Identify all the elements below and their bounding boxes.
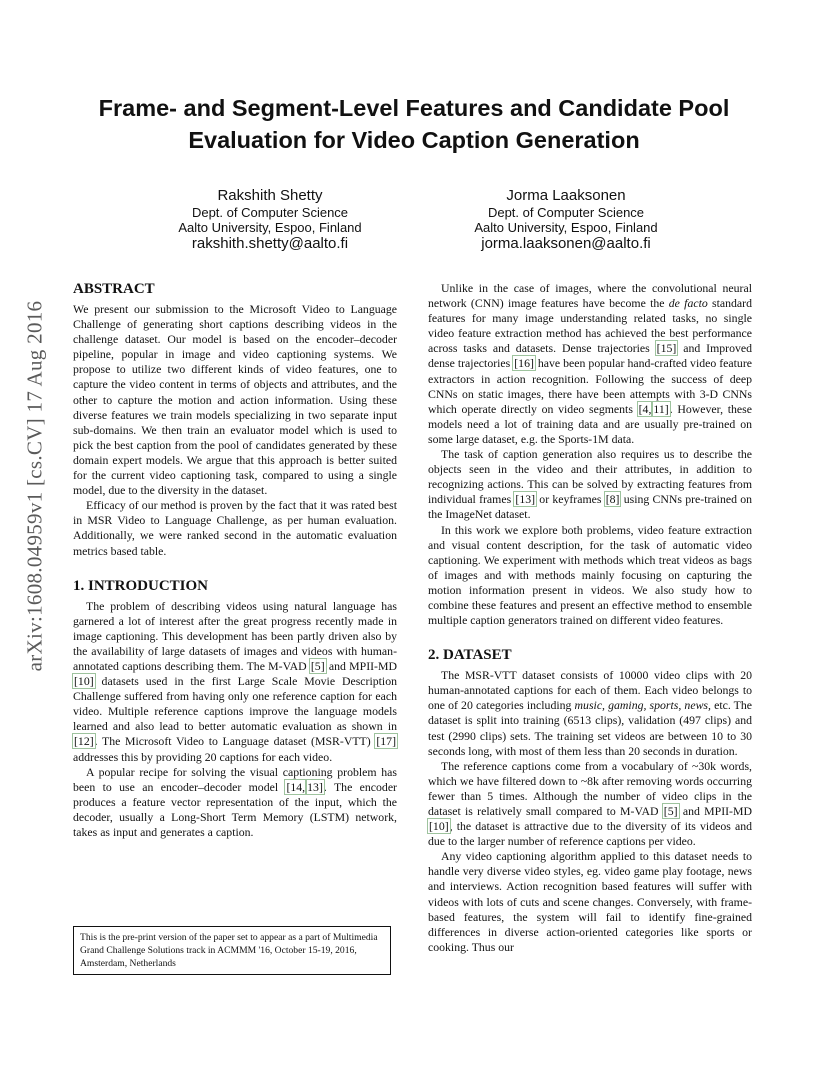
citation-link[interactable]: [17] [376, 734, 396, 749]
intro-paragraph: A popular recipe for solving the visual captioning problem has been to use an encoder–decoder model [14, 13]. The encoder produces a feature vector representation of the input, which the decoder, usually a Long-Short Term Memory (LSTM) network, takes as input and generates a caption. [73, 764, 397, 839]
citation-link[interactable]: [4, [638, 401, 652, 416]
author-email[interactable]: rakshith.shetty@aalto.fi [191, 235, 349, 252]
dataset-heading: 2. DATASET [428, 647, 512, 664]
body-paragraph: Unlike in the case of images, where the convolutional neural network (CNN) image features have become the de facto standard features for many image understanding related tasks, no single video feature extraction method has achieved the best performance across tasks and datasets. Dense trajectories [15] and Improved dense trajectories [16] have been popular hand-crafted video feature extractors in action recognition. Following the success of deep CNNs on static images, there have been attempts with 3-D CNNs which operate directly on video segments [4, 11]. However, these models need a lot of training data and are usually pre-trained on some large dataset, e.g. the Sports-1M data. [428, 281, 752, 446]
author-block-1 [160, 186, 380, 253]
body-paragraph: In this work we explore both problems, video feature extraction and visual content description, for the task of automatic video captioning. We experiment with methods which treat videos as bags of images and with methods mainly focusing on capturing the motion information present in videos. We also study how to combine these features and present an effective method to ensemble multiple caption generators trained on different video features. [428, 522, 752, 628]
citation-link[interactable]: [15] [656, 341, 677, 356]
author-block-2 [456, 186, 676, 253]
title-line-1: Frame- and Segment-Level Features and Candidate Pool [98, 95, 730, 121]
dataset-paragraph: The reference captions come from a vocabulary of ~30k words, which we have filtered down to ~8k after removing words occurring fewer than 5 times. Although the number of video clips in the dataset is relatively small compared to M-VAD [5] and MPII-MD [10], the dataset is attractive due to the diversity of its videos and due to the larger number of reference captions per video. [428, 758, 752, 849]
author-name: Rakshith Shetty [217, 187, 323, 204]
citation-link[interactable]: [10] [429, 819, 449, 834]
citation-link[interactable]: [10] [74, 674, 94, 689]
author-dept: Dept. of Computer Science [191, 205, 349, 220]
preprint-footnote: This is the pre-print version of the paper set to appear as a part of Multimedia Grand Challenge Solutions track in ACMMM '16, October 15-19, 2016, Amsterdam, Netherlands [73, 926, 391, 975]
dataset-paragraph: The MSR-VTT dataset consists of 10000 video clips with 20 human-annotated captions for each of them. Each video belongs to one of 20 categories including music, gaming, sports, news, etc. The dataset is split into training (6513 clips), validation (497 clips) and test (2990 clips) sets. The training set videos are between 10 to 30 seconds long, with most of them less than 20 seconds in duration. [428, 668, 753, 758]
citation-link[interactable]: [12] [74, 734, 94, 749]
arxiv-stamp: arXiv:1608.04959v1 [cs.CV] 17 Aug 2016 [22, 300, 47, 672]
body-paragraph: The task of caption generation also requires us to describe the objects seen in the video and their attributes, in addition to recognizing actions. This can be solved by extracting features from individual frames [13] or keyframes [8] using CNNs pre-trained on the ImageNet dataset. [428, 447, 753, 522]
author-affiliation: Aalto University, Espoo, Finland [474, 220, 658, 235]
citation-link[interactable]: [14, [286, 779, 306, 794]
citation-link[interactable]: [13] [515, 492, 536, 507]
citation-link[interactable]: [16] [514, 356, 534, 371]
paper-title [0, 92, 828, 156]
author-name: Jorma Laaksonen [506, 187, 626, 204]
abstract-paragraph: We present our submission to the Microsoft Video to Language Challenge of generating short captions describing videos in the challenge dataset. Our model is based on the encoder–decoder pipeline, popular in image and video captioning systems. We propose to utilize two different kinds of video features, one to capture the video content in terms of objects and attributes, and the other to capture the motion and action information. Using these diverse features we train models specializing in two separate input sub-domains. We then train an evaluator model which is used to pick the best caption from the pool of candidates generated by these domain expert models. We argue that this approach is better suited for the current video captioning task, compared to using a single model, due to the diversity in the dataset. [73, 302, 397, 498]
left-column [73, 280, 397, 840]
intro-paragraph: The problem of describing videos using natural language has garnered a lot of interest after the great progress recently made in image captioning. This development has been partly driven also by the availability of large datasets of images and videos with human-annotated captions describing them. The M-VAD [5] and MPII-MD [10] datasets used in the first Large Scale Movie Description Challenge suffered from having only one reference caption for each video. Multiple reference captions improve the language models learned and also lead to better automatic evaluation as shown in [12]. The Microsoft Video to Language dataset (MSR-VTT) [17] addresses this by providing 20 captions for each video. [73, 598, 397, 764]
dataset-paragraph: Any video captioning algorithm applied to this dataset needs to handle very diverse video styles, eg. video game play footage, news and interviews. Action recognition based features will suffer with videos with lots of cuts and scene changes. Conversely, with frame-based features, the system will fail to identify fine-grained differences in diverse action-oriented categories like sports or cooking. Thus our [428, 849, 752, 954]
author-email[interactable]: jorma.laaksonen@aalto.fi [481, 235, 651, 252]
author-affiliation: Aalto University, Espoo, Finland [178, 220, 362, 235]
abstract-paragraph: Efficacy of our method is proven by the fact that it was rated best in MSR Video to Language Challenge, as per human evaluation. Additionally, we were ranked second in the automatic evaluation metrics based table. [73, 498, 397, 558]
citation-link[interactable]: 13] [307, 779, 323, 794]
citation-link[interactable]: [5] [663, 804, 678, 818]
title-line-2: Evaluation for Video Caption Generation [188, 127, 640, 153]
author-dept: Dept. of Computer Science [487, 205, 645, 220]
citation-link[interactable]: 11] [653, 401, 669, 416]
abstract-heading: ABSTRACT [73, 281, 155, 297]
citation-link[interactable]: [8] [605, 492, 620, 507]
introduction-heading: 1. INTRODUCTION [73, 577, 209, 594]
right-column [428, 281, 752, 955]
citation-link[interactable]: [5] [310, 658, 325, 673]
